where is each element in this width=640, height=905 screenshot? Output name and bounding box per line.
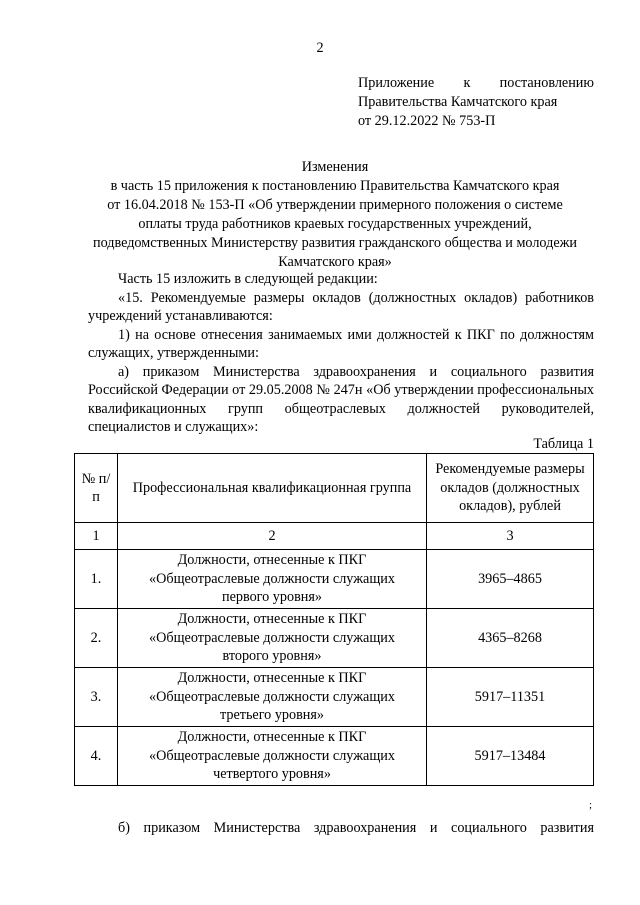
row-number: 1.: [75, 550, 118, 609]
title-line-3: от 16.04.2018 № 153-П «Об утверждении примерного положения о системе: [107, 197, 563, 213]
column-number: 3: [427, 523, 594, 550]
row-salary: 5917–13484: [427, 727, 594, 786]
title-line-1: Изменения: [301, 159, 369, 175]
table-row: [75, 609, 594, 668]
paragraph-3: 1) на основе отнесения занимаемых ими должностей к ПКГ по должностям служащих, утвержденными:: [88, 326, 594, 361]
row-group-name: [118, 668, 427, 727]
group-name-line: Должности, отнесенные к ПКГ: [177, 670, 367, 687]
row-salary: 4365–8268: [427, 609, 594, 668]
page-number: 2: [316, 40, 324, 56]
annex-line-2: Правительства Камчатского края: [358, 94, 558, 110]
document-title: [70, 158, 600, 272]
row-salary: 5917–11351: [427, 668, 594, 727]
table-end-mark: ;: [589, 799, 593, 811]
annex-reference: [358, 74, 594, 131]
group-name-line: третьего уровня»: [219, 707, 325, 724]
group-name-line: «Общеотраслевые должности служащих: [149, 570, 395, 587]
table-row: [75, 550, 594, 609]
salary-table: [74, 453, 594, 786]
paragraph-2: «15. Рекомендуемые размеры окладов (должностных окладов) работников учреждений устанавливаются:: [88, 289, 594, 324]
paragraph-1: Часть 15 изложить в следующей редакции:: [118, 271, 378, 287]
table-row: [75, 727, 594, 786]
annex-line-1: Приложение к постановлению: [358, 75, 594, 91]
group-name-line: четвертого уровня»: [213, 766, 331, 783]
row-number: 4.: [75, 727, 118, 786]
title-line-4: оплаты труда работников краевых государственных учреждений,: [138, 216, 532, 232]
group-name-line: Должности, отнесенные к ПКГ: [177, 552, 367, 569]
row-number: 3.: [75, 668, 118, 727]
group-name-line: Должности, отнесенные к ПКГ: [177, 611, 367, 628]
group-name-line: «Общеотраслевые должности служащих: [149, 747, 395, 764]
row-group-name: [118, 609, 427, 668]
row-number: 2.: [75, 609, 118, 668]
row-salary: 3965–4865: [427, 550, 594, 609]
paragraph-5-start: б) приказом Министерства здравоохранения и социального развития: [118, 820, 594, 836]
row-group-name: [118, 550, 427, 609]
row-group-name: [118, 727, 427, 786]
group-name-line: Должности, отнесенные к ПКГ: [177, 729, 367, 746]
group-name-line: второго уровня»: [222, 648, 322, 665]
column-number: 1: [75, 523, 118, 550]
group-name-line: первого уровня»: [222, 589, 322, 606]
group-name-line: «Общеотраслевые должности служащих: [149, 688, 395, 705]
header-number: № п/п: [75, 454, 118, 523]
table-caption: Таблица 1: [533, 436, 594, 452]
title-line-6: Камчатского края»: [278, 254, 392, 270]
table-column-number-row: [75, 523, 594, 550]
table-row: [75, 668, 594, 727]
column-number: 2: [118, 523, 427, 550]
header-group: Профессиональная квалификационная группа: [118, 454, 427, 523]
annex-line-3: от 29.12.2022 № 753-П: [358, 113, 496, 129]
header-salary: Рекомендуемые размеры окладов (должностных окладов), рублей: [427, 454, 594, 523]
title-line-2: в часть 15 приложения к постановлению Правительства Камчатского края: [110, 178, 560, 194]
table-header-row: [75, 454, 594, 523]
paragraph-4: а) приказом Министерства здравоохранения и социального развития Российской Федерации от 29.05.2008 № 247н «Об утверждении профессиональных квалификационных групп общеотраслевых должностей руководителей, специалистов и служащих»:: [88, 363, 594, 435]
title-line-5: подведомственных Министерству развития гражданского общества и молодежи: [92, 235, 578, 251]
group-name-line: «Общеотраслевые должности служащих: [149, 629, 395, 646]
body-text: [88, 270, 594, 437]
